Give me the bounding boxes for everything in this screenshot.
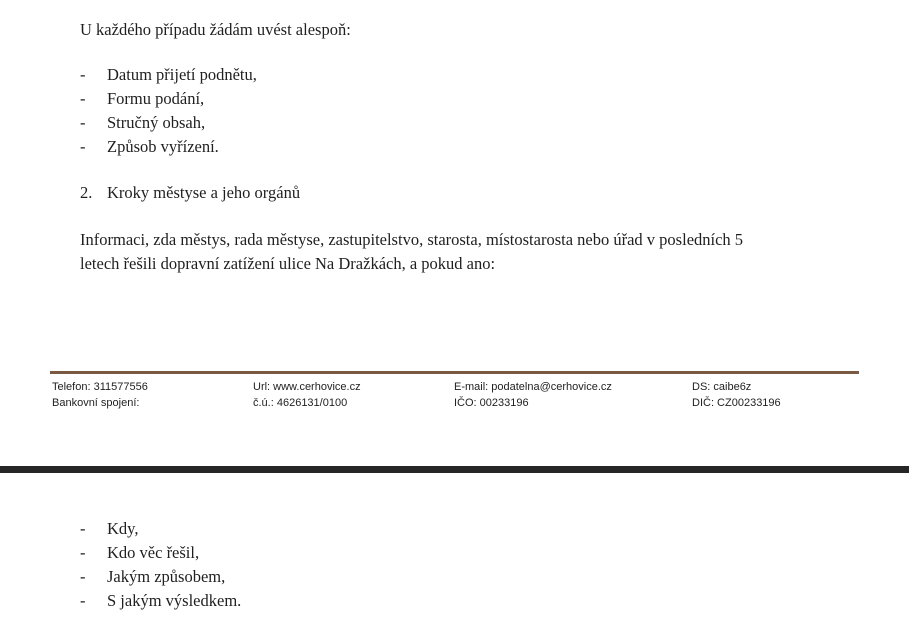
list-item-text: Formu podání, xyxy=(107,89,205,108)
bullet-dash: - xyxy=(80,89,86,108)
list-item-text: Jakým způsobem, xyxy=(107,567,226,586)
list-item-text: Kdy, xyxy=(107,519,139,538)
bullet-dash: - xyxy=(80,519,86,538)
footer-url: Url: www.cerhovice.cz xyxy=(253,381,361,393)
footer-account: č.ú.: 4626131/0100 xyxy=(253,396,348,409)
intro-text: U každého případu žádám uvést alespoň: xyxy=(80,20,351,39)
list-item-text: S jakým výsledkem. xyxy=(107,591,242,610)
page-separator xyxy=(0,466,909,473)
footer-ico: IČO: 00233196 xyxy=(454,396,529,409)
bullet-dash: - xyxy=(80,113,86,132)
footer-email: E-mail: podatelna@cerhovice.cz xyxy=(454,381,612,393)
bullet-dash: - xyxy=(80,137,86,156)
bullet-dash: - xyxy=(80,567,86,586)
list-item-text: Způsob vyřízení. xyxy=(107,137,219,156)
bullet-dash: - xyxy=(80,591,86,610)
footer-contact-phone xyxy=(52,380,148,411)
paragraph-line: Informaci, zda městys, rada městyse, zastupitelstvo, starosta, místostarosta nebo úřad v posledních 5 xyxy=(80,230,744,249)
footer-dic: DIČ: CZ00233196 xyxy=(692,396,781,409)
list-item-text: Kdo věc řešil, xyxy=(107,543,200,562)
list-item-text: Datum přijetí podnětu, xyxy=(107,65,257,84)
footer-bank: Bankovní spojení: xyxy=(52,396,140,409)
footer-contact-web xyxy=(253,380,361,411)
list-item-text: Stručný obsah, xyxy=(107,113,206,132)
footer-contact-email xyxy=(454,380,612,411)
footer-divider xyxy=(50,371,859,374)
paragraph-line: letech řešili dopravní zatížení ulice Na Dražkách, a pokud ano: xyxy=(80,254,496,273)
footer-phone: Telefon: 311577556 xyxy=(52,381,148,393)
section-number: 2. xyxy=(80,183,93,202)
footer-contact-ds xyxy=(692,380,781,411)
section-title: Kroky městyse a jeho orgánů xyxy=(107,183,301,202)
footer-ds: DS: caibe6z xyxy=(692,381,752,393)
bullet-dash: - xyxy=(80,543,86,562)
request-paragraph xyxy=(80,228,840,276)
bullet-dash: - xyxy=(80,65,86,84)
document-page-2 xyxy=(0,473,909,619)
